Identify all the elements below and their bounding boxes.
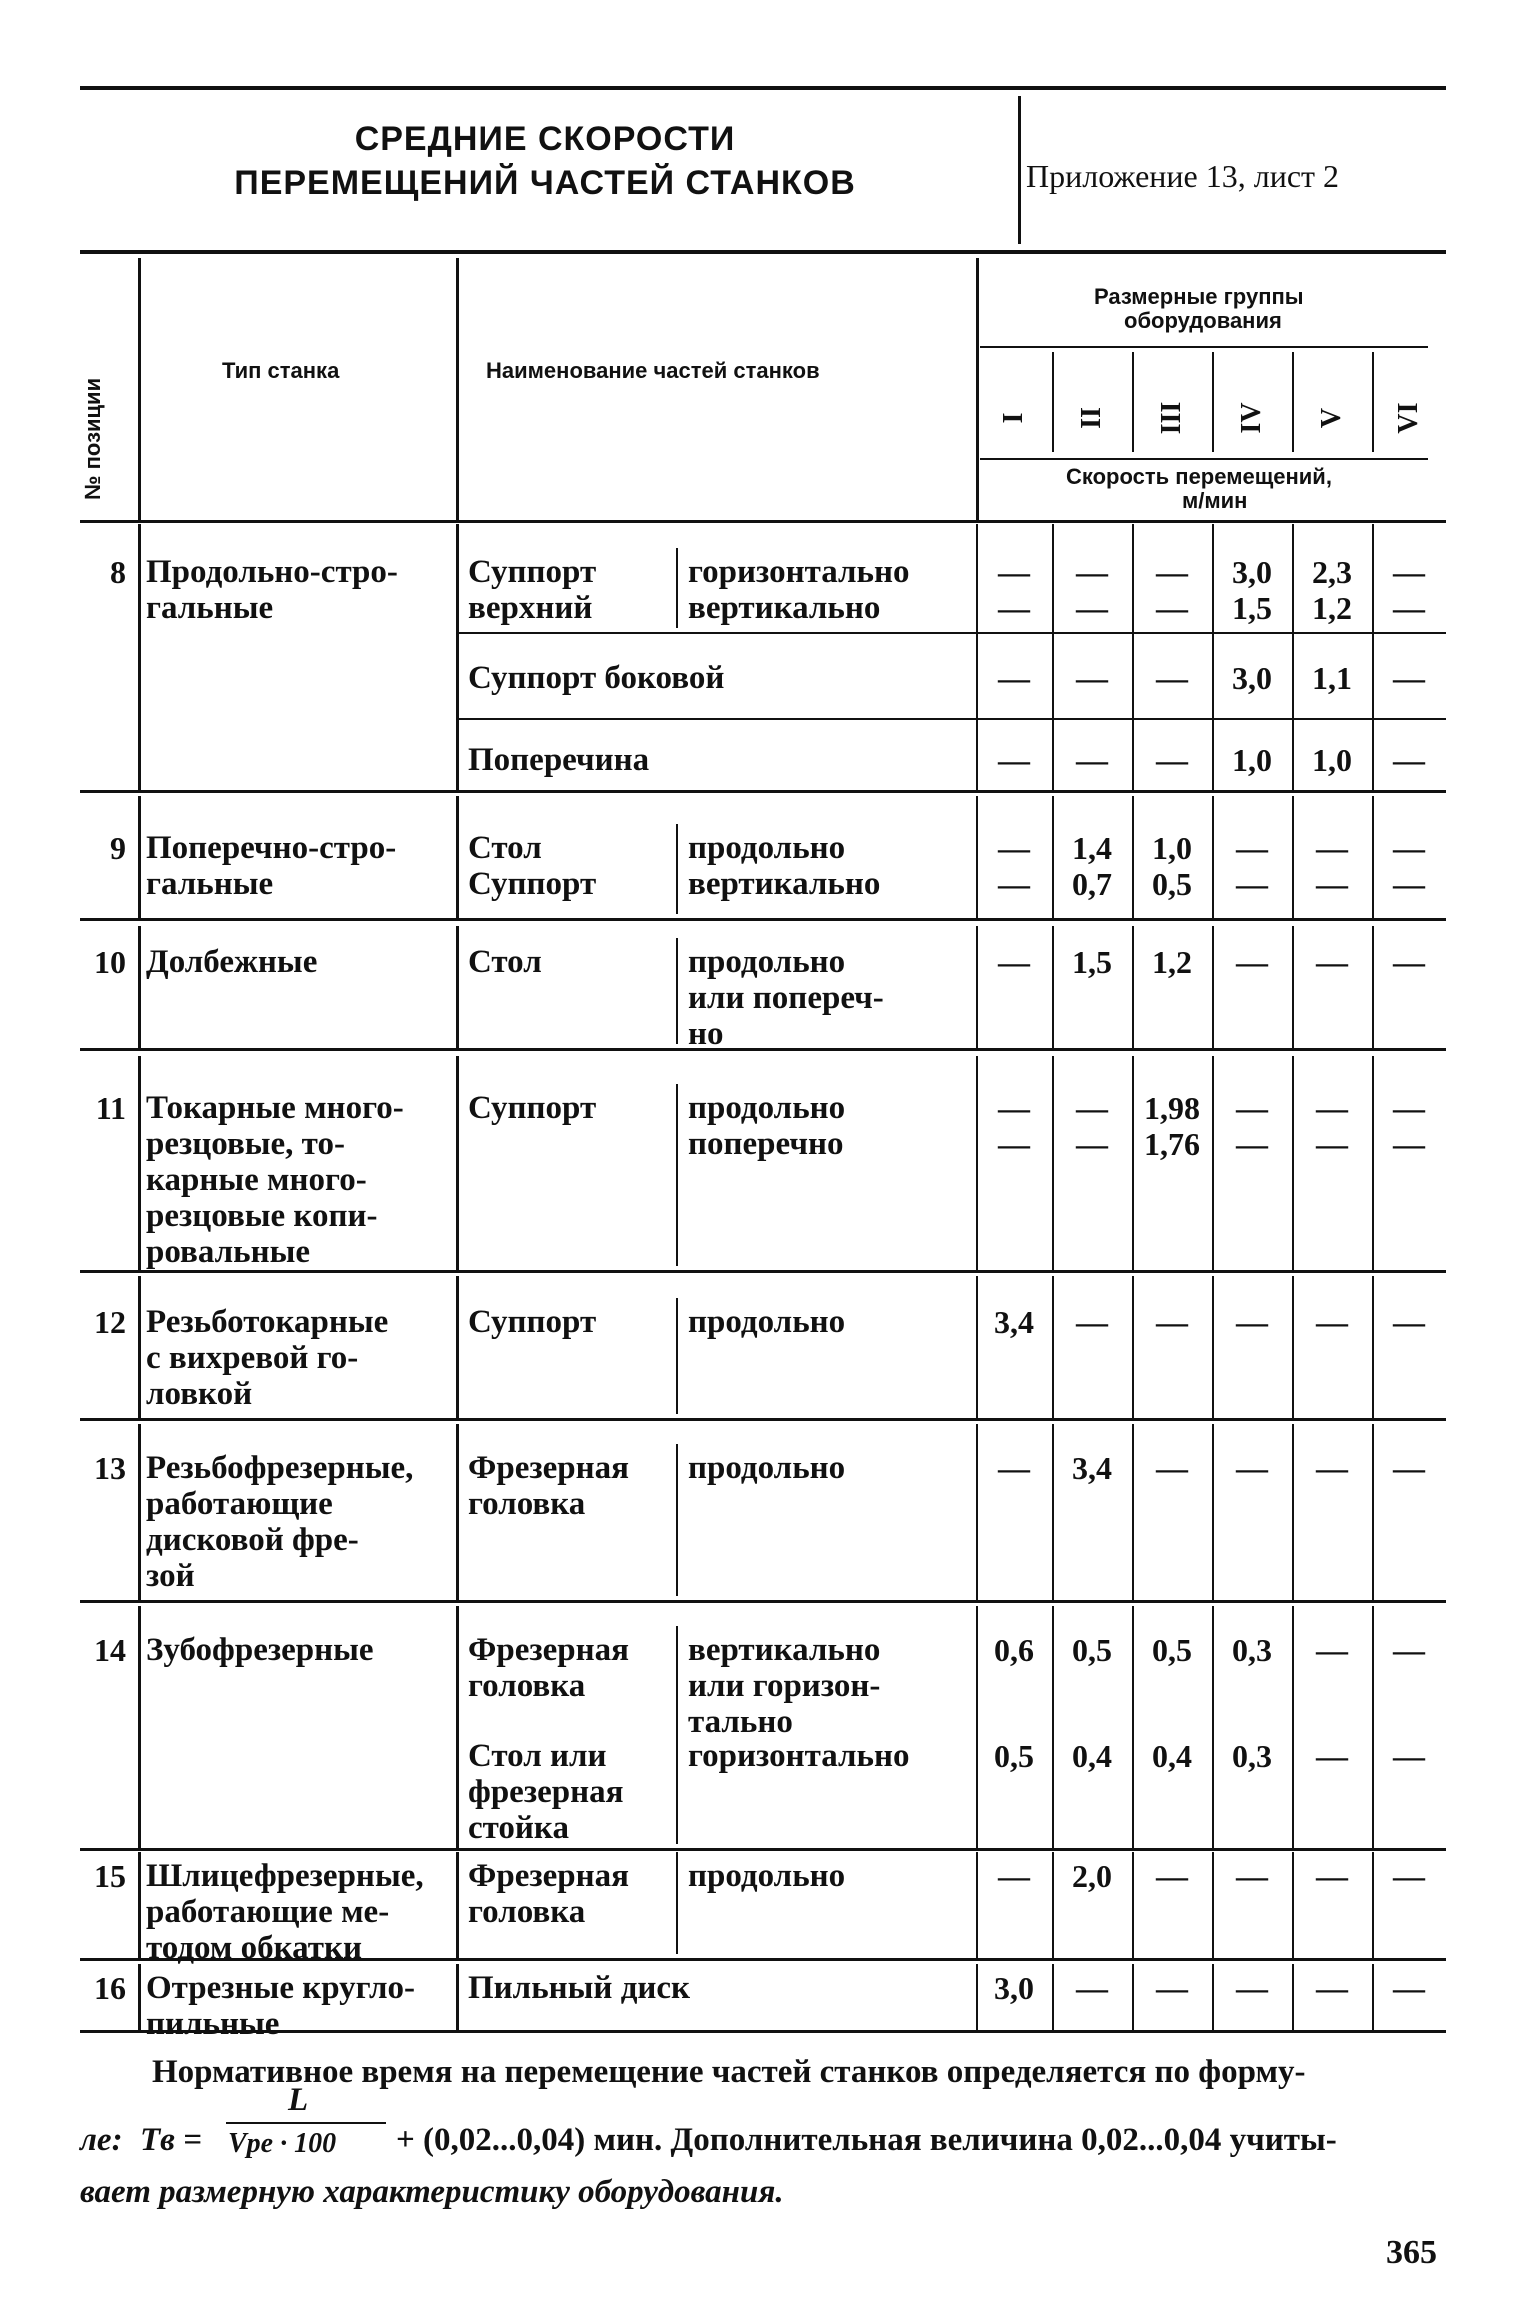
header-speed-2: м/мин: [1182, 488, 1248, 513]
machine-type-line: Резьбофрезерные,: [146, 1450, 414, 1486]
formula-lhs: Tв =: [140, 2122, 202, 2158]
speed-value: 2,0: [1072, 1858, 1112, 1894]
speed-value: —: [1236, 1970, 1268, 2006]
part-name-line: Стол: [468, 830, 542, 866]
row-divider-group: [1212, 1424, 1214, 1600]
speed-value: —: [1156, 590, 1188, 626]
group-number-4: IV: [1236, 402, 1267, 434]
speed-value: —: [1393, 1450, 1425, 1486]
group-header-divider: [1052, 352, 1054, 452]
speed-value: —: [1316, 1304, 1348, 1340]
speed-value: 3,0: [994, 1970, 1034, 2006]
part-name-line: фрезерная: [468, 1774, 624, 1810]
machine-type-line: Отрезные кругло-: [146, 1970, 415, 2006]
row-divider-group: [1052, 1056, 1054, 1270]
row-divider-group: [1132, 1056, 1134, 1270]
speed-value: 0,3: [1232, 1738, 1272, 1774]
speed-value: —: [1156, 554, 1188, 590]
part-name-line: Стол: [468, 944, 542, 980]
sub-row-rule: [456, 632, 1446, 634]
row-rule: [80, 1848, 1446, 1851]
speed-value: —: [1316, 1738, 1348, 1774]
part-name-line: Пильный диск: [468, 1970, 691, 2006]
speed-value: 0,5: [1152, 1632, 1192, 1668]
speed-value: —: [1316, 1126, 1348, 1162]
speed-value: —: [1156, 1858, 1188, 1894]
header-position: № позиции: [80, 377, 105, 500]
machine-type-line: ловкой: [146, 1376, 253, 1412]
row-divider-group: [1292, 1276, 1294, 1418]
header-table-rule: [80, 520, 1446, 523]
row-divider-part: [676, 1852, 678, 1954]
row-divider-group: [1132, 1424, 1134, 1600]
row-divider-group: [976, 1276, 978, 1418]
col-divider-pos: [138, 258, 141, 520]
appendix-label: Приложение 13, лист 2: [1026, 158, 1340, 194]
speed-value: —: [1393, 742, 1425, 778]
speed-value: —: [1156, 1970, 1188, 2006]
page-number: 365: [1386, 2234, 1437, 2271]
speed-value: —: [1156, 1450, 1188, 1486]
speed-value: 0,5: [994, 1738, 1034, 1774]
row-divider-group: [1212, 1276, 1214, 1418]
row-divider-group: [1372, 1424, 1374, 1600]
row-divider-part: [676, 824, 678, 914]
machine-type-line: зой: [146, 1558, 195, 1594]
col-divider-parts: [976, 258, 979, 520]
part-name-line: Фрезерная: [468, 1632, 629, 1668]
speed-value: —: [1393, 1632, 1425, 1668]
row-divider-type: [456, 1056, 459, 1270]
row-divider-type: [456, 1606, 459, 1848]
speed-value: 1,2: [1152, 944, 1192, 980]
row-rule: [80, 1418, 1446, 1421]
part-name-line: Стол или: [468, 1738, 607, 1774]
speed-value: —: [998, 944, 1030, 980]
speed-value: —: [1236, 1090, 1268, 1126]
row-divider-group: [1132, 1276, 1134, 1418]
row-rule: [80, 918, 1446, 921]
speed-value: 0,4: [1072, 1738, 1112, 1774]
speed-value: —: [998, 866, 1030, 902]
machine-type-line: резцовые копи-: [146, 1198, 378, 1234]
speed-value: 1,98: [1144, 1090, 1200, 1126]
speed-value: —: [1393, 1970, 1425, 2006]
position-number: 15: [94, 1858, 126, 1894]
group-header-divider: [1132, 352, 1134, 452]
direction-line: но: [688, 1016, 724, 1052]
machine-type-line: Резьботокарные: [146, 1304, 389, 1340]
part-name-line: Поперечина: [468, 742, 650, 778]
speed-value: —: [1236, 1450, 1268, 1486]
row-divider-type: [456, 1964, 459, 2030]
row-rule: [80, 1270, 1446, 1273]
col-divider-type: [456, 258, 459, 520]
speed-value: —: [998, 1450, 1030, 1486]
speed-value: —: [1076, 554, 1108, 590]
row-divider-part: [676, 1444, 678, 1596]
row-rule: [80, 790, 1446, 793]
speed-value: —: [1393, 590, 1425, 626]
row-divider-pos: [138, 524, 141, 790]
row-divider-group: [1372, 1276, 1374, 1418]
row-divider-type: [456, 1276, 459, 1418]
speed-value: —: [1316, 830, 1348, 866]
speed-value: 3,4: [1072, 1450, 1112, 1486]
speed-value: 0,5: [1072, 1632, 1112, 1668]
part-name-line: Фрезерная: [468, 1450, 629, 1486]
speed-value: 1,0: [1152, 830, 1192, 866]
speed-value: —: [1236, 830, 1268, 866]
speed-value: —: [1316, 1090, 1348, 1126]
speed-value: 1,2: [1312, 590, 1352, 626]
machine-type-line: карные много-: [146, 1162, 367, 1198]
machine-type-line: резцовые, то-: [146, 1126, 345, 1162]
footnote-line3: вает размерную характеристику оборудования.: [80, 2174, 784, 2210]
speed-value: —: [1316, 1858, 1348, 1894]
direction-line: вертикально: [688, 866, 881, 902]
group-number-5: V: [1316, 407, 1347, 429]
speed-value: 1,0: [1232, 742, 1272, 778]
row-divider-group: [1292, 926, 1294, 1048]
speed-value: —: [1076, 590, 1108, 626]
group-header-divider: [1292, 352, 1294, 452]
speed-value: 1,1: [1312, 660, 1352, 696]
group-number-2: II: [1076, 407, 1107, 429]
speed-value: 0,7: [1072, 866, 1112, 902]
direction-line: продольно: [688, 944, 846, 980]
part-name-line: Суппорт: [468, 1304, 597, 1340]
machine-type-line: работающие: [146, 1486, 333, 1522]
row-divider-group: [1212, 926, 1214, 1048]
row-divider-group: [976, 1424, 978, 1600]
speed-value: —: [1236, 866, 1268, 902]
row-divider-group: [1132, 926, 1134, 1048]
position-number: 9: [110, 830, 126, 866]
page-title-line1: СРЕДНИЕ СКОРОСТИ: [354, 120, 736, 158]
direction-line: горизонтально: [688, 554, 910, 590]
direction-line: вертикально: [688, 1632, 881, 1668]
speed-value: —: [1316, 944, 1348, 980]
header-divider: [1018, 96, 1021, 244]
direction-line: продольно: [688, 1858, 846, 1894]
footnote-prefix: ле:: [80, 2122, 123, 2158]
row-divider-group: [1052, 1424, 1054, 1600]
row-divider-type: [456, 524, 459, 790]
direction-line: тально: [688, 1704, 793, 1740]
speed-value: 3,0: [1232, 660, 1272, 696]
speed-value: 1,5: [1232, 590, 1272, 626]
position-number: 14: [94, 1632, 126, 1668]
page-title-line2: ПЕРЕМЕЩЕНИЙ ЧАСТЕЙ СТАНКОВ: [234, 164, 856, 202]
row-divider-pos: [138, 1964, 141, 2030]
direction-line: или попереч-: [688, 980, 884, 1016]
sub-row-rule: [456, 718, 1446, 720]
speed-value: —: [1076, 1970, 1108, 2006]
speed-value: —: [1236, 1126, 1268, 1162]
position-number: 16: [94, 1970, 126, 2006]
direction-line: поперечно: [688, 1126, 844, 1162]
group-header-rule: [980, 346, 1428, 348]
formula-fraction-bar: [226, 2122, 386, 2124]
position-number: 13: [94, 1450, 126, 1486]
row-divider-type: [456, 1424, 459, 1600]
machine-type-line: Долбежные: [146, 944, 318, 980]
group-header-divider: [1372, 352, 1374, 452]
speed-value: 1,5: [1072, 944, 1112, 980]
row-divider-type: [456, 1852, 459, 1958]
speed-value: 2,3: [1312, 554, 1352, 590]
group-number-1: I: [998, 412, 1029, 424]
speed-header-rule: [980, 458, 1428, 460]
speed-value: 0,3: [1232, 1632, 1272, 1668]
position-number: 10: [94, 944, 126, 980]
row-divider-group: [1292, 1424, 1294, 1600]
part-name-line: головка: [468, 1894, 586, 1930]
row-divider-type: [456, 926, 459, 1048]
row-rule: [80, 1600, 1446, 1603]
footnote-line1: Нормативное время на перемещение частей станков определяется по форму-: [152, 2054, 1306, 2090]
part-name-line: верхний: [468, 590, 593, 626]
part-name-line: Суппорт: [468, 866, 597, 902]
direction-line: продольно: [688, 1090, 846, 1126]
row-rule: [80, 2030, 1446, 2033]
part-name-line: Суппорт боковой: [468, 660, 725, 696]
speed-value: 1,0: [1312, 742, 1352, 778]
machine-type-line: гальные: [146, 866, 274, 902]
speed-value: —: [1076, 660, 1108, 696]
speed-value: —: [998, 1126, 1030, 1162]
machine-type-line: работающие ме-: [146, 1894, 390, 1930]
machine-type-line: тодом обкатки: [146, 1930, 363, 1966]
direction-line: или горизон-: [688, 1668, 881, 1704]
formula-rest: + (0,02...0,04) мин. Дополнительная величина 0,02...0,04 учиты-: [396, 2122, 1337, 2158]
row-divider-group: [1052, 1276, 1054, 1418]
row-divider-part: [676, 1084, 678, 1266]
speed-value: —: [1393, 1738, 1425, 1774]
speed-value: —: [1393, 1304, 1425, 1340]
row-divider-part: [676, 1732, 678, 1844]
machine-type-line: Токарные много-: [146, 1090, 404, 1126]
speed-value: —: [1393, 1090, 1425, 1126]
machine-type-line: пильные: [146, 2006, 280, 2042]
part-name-line: Суппорт: [468, 554, 597, 590]
speed-value: —: [998, 830, 1030, 866]
row-divider-part: [676, 1298, 678, 1414]
machine-type-line: с вихревой го-: [146, 1340, 359, 1376]
machine-type-line: Зубофрезерные: [146, 1632, 374, 1668]
position-number: 8: [110, 554, 126, 590]
speed-value: —: [1236, 1858, 1268, 1894]
speed-value: —: [1393, 866, 1425, 902]
speed-value: —: [998, 1090, 1030, 1126]
formula-denominator: Vpe · 100: [228, 2128, 337, 2159]
machine-type-line: дисковой фре-: [146, 1522, 359, 1558]
speed-value: —: [1393, 830, 1425, 866]
speed-value: —: [1316, 866, 1348, 902]
speed-value: —: [998, 742, 1030, 778]
machine-type-line: Шлицефрезерные,: [146, 1858, 424, 1894]
speed-value: 0,4: [1152, 1738, 1192, 1774]
speed-value: —: [1156, 742, 1188, 778]
row-divider-pos: [138, 1852, 141, 1958]
speed-value: 0,5: [1152, 866, 1192, 902]
speed-value: 0,6: [994, 1632, 1034, 1668]
speed-value: —: [1236, 1304, 1268, 1340]
speed-value: —: [998, 1858, 1030, 1894]
row-divider-group: [1372, 926, 1374, 1048]
group-number-6: VI: [1393, 402, 1424, 434]
part-name-line: головка: [468, 1668, 586, 1704]
row-divider-group: [976, 926, 978, 1048]
row-rule: [80, 1048, 1446, 1051]
part-name-line: Суппорт: [468, 1090, 597, 1126]
machine-type-line: ровальные: [146, 1234, 311, 1270]
position-number: 12: [94, 1304, 126, 1340]
header-parts-name: Наименование частей станков: [486, 358, 820, 383]
part-name-line: Фрезерная: [468, 1858, 629, 1894]
speed-value: —: [1156, 1304, 1188, 1340]
speed-value: —: [1076, 1304, 1108, 1340]
speed-value: —: [1316, 1632, 1348, 1668]
row-divider-pos: [138, 1424, 141, 1600]
row-divider-group: [1372, 1056, 1374, 1270]
position-number: 11: [95, 1090, 126, 1126]
header-bottom-rule: [80, 250, 1446, 254]
speed-value: 1,4: [1072, 830, 1112, 866]
header-speed-1: Скорость перемещений,: [1066, 464, 1332, 489]
speed-value: —: [1076, 1090, 1108, 1126]
row-divider-group: [1212, 1056, 1214, 1270]
machine-type-line: Поперечно-стро-: [146, 830, 397, 866]
part-name-line: головка: [468, 1486, 586, 1522]
machine-type-line: гальные: [146, 590, 274, 626]
row-divider-pos: [138, 1276, 141, 1418]
group-header-divider: [1212, 352, 1214, 452]
formula-numerator: L: [288, 2082, 309, 2118]
row-divider-group: [1052, 926, 1054, 1048]
speed-value: —: [1393, 944, 1425, 980]
row-divider-part: [676, 938, 678, 1044]
row-divider-pos: [138, 926, 141, 1048]
top-rule: [80, 86, 1446, 90]
row-divider-pos: [138, 1056, 141, 1270]
speed-value: —: [1316, 1970, 1348, 2006]
row-divider-group: [976, 1056, 978, 1270]
speed-value: —: [1076, 742, 1108, 778]
speed-value: —: [1393, 1126, 1425, 1162]
direction-line: продольно: [688, 1304, 846, 1340]
direction-line: горизонтально: [688, 1738, 910, 1774]
group-number-3: III: [1156, 401, 1187, 435]
speed-value: —: [1156, 660, 1188, 696]
row-divider-pos: [138, 1606, 141, 1848]
speed-value: —: [1236, 944, 1268, 980]
direction-line: вертикально: [688, 590, 881, 626]
speed-value: —: [998, 590, 1030, 626]
speed-value: —: [998, 660, 1030, 696]
direction-line: продольно: [688, 830, 846, 866]
speed-value: —: [1076, 1126, 1108, 1162]
part-name-line: стойка: [468, 1810, 569, 1846]
row-divider-pos: [138, 796, 141, 918]
speed-value: 1,76: [1144, 1126, 1200, 1162]
row-divider-part: [676, 1626, 678, 1736]
direction-line: продольно: [688, 1450, 846, 1486]
speed-value: 3,4: [994, 1304, 1034, 1340]
speed-value: —: [1393, 660, 1425, 696]
header-size-groups-1: Размерные группы: [1094, 284, 1304, 309]
row-divider-group: [1292, 1056, 1294, 1270]
header-size-groups-2: оборудования: [1124, 308, 1282, 333]
machine-type-line: Продольно-стро-: [146, 554, 398, 590]
speed-value: 3,0: [1232, 554, 1272, 590]
row-divider-part: [676, 548, 678, 628]
row-divider-type: [456, 796, 459, 918]
header-machine-type: Тип станка: [222, 358, 340, 383]
speed-value: —: [1393, 1858, 1425, 1894]
speed-value: —: [1393, 554, 1425, 590]
speed-value: —: [1316, 1450, 1348, 1486]
speed-value: —: [998, 554, 1030, 590]
